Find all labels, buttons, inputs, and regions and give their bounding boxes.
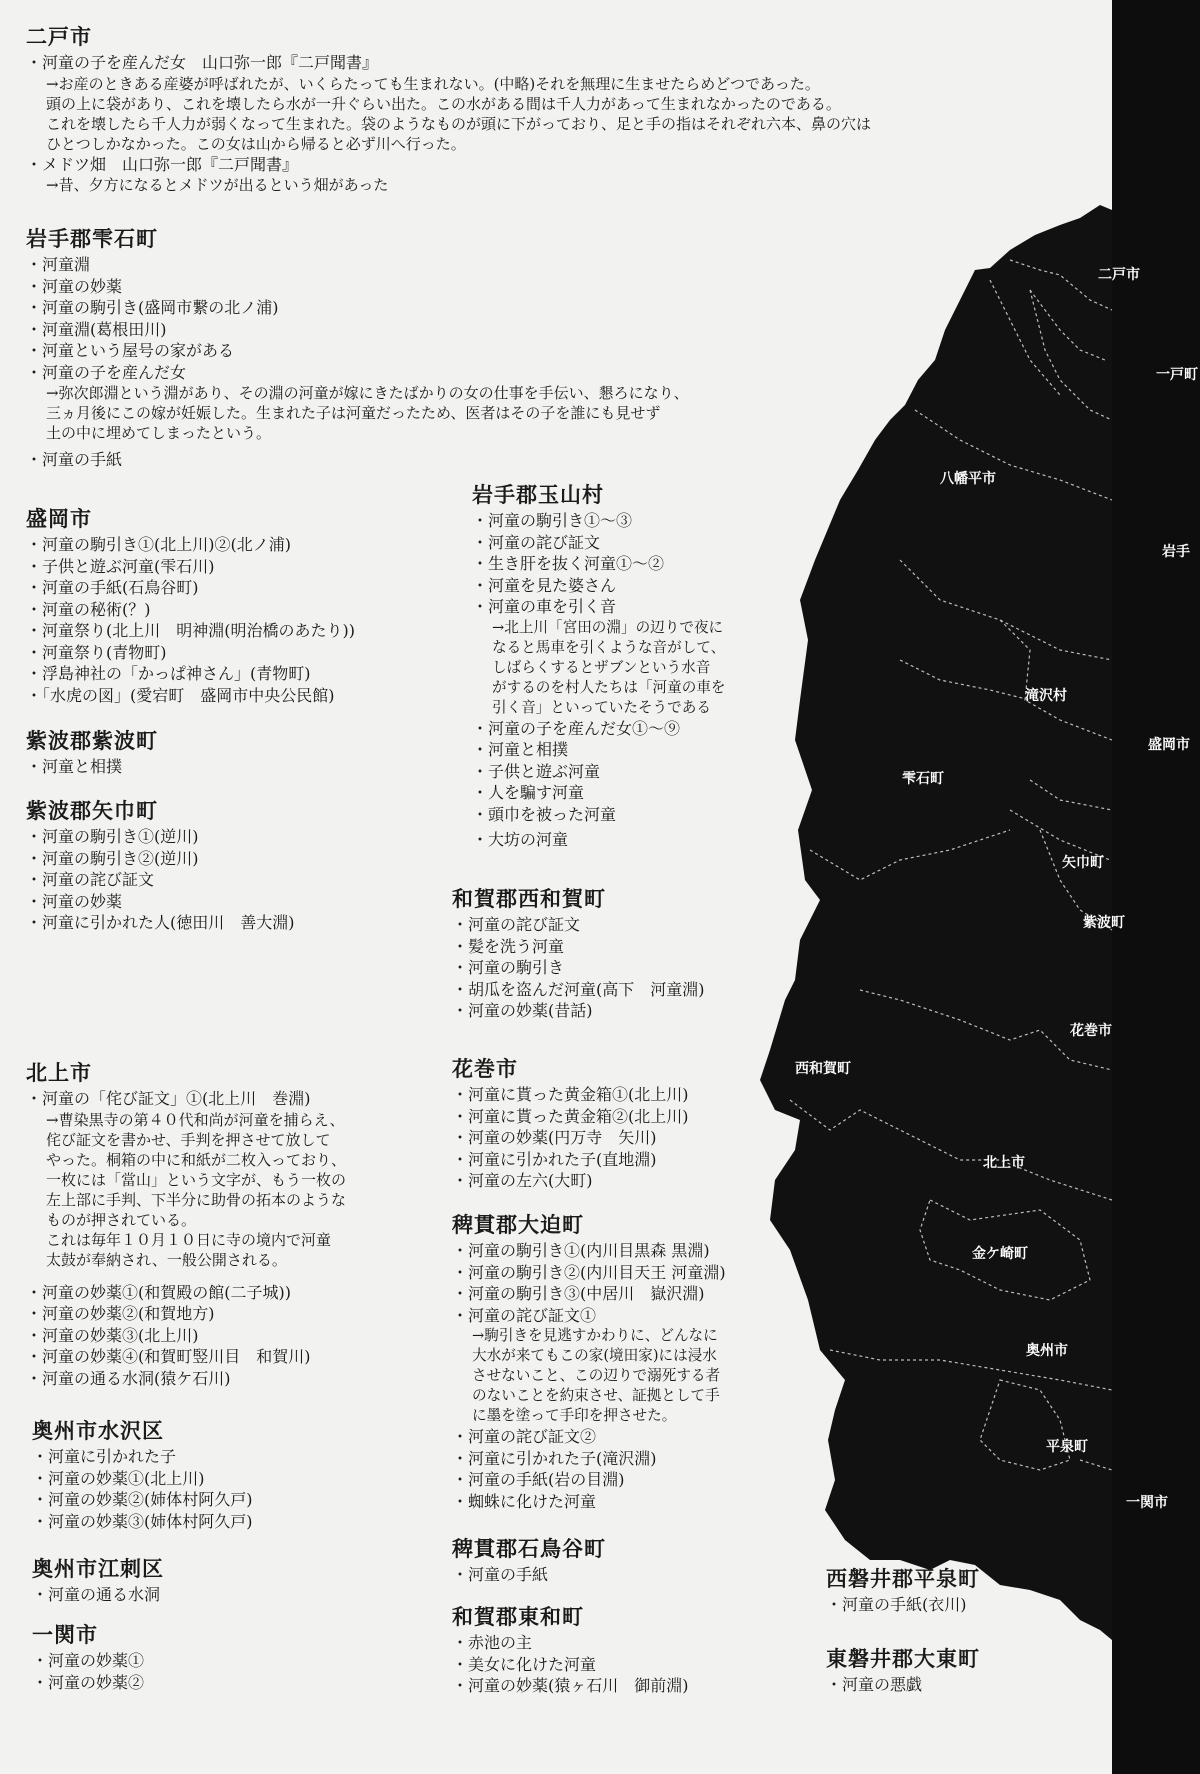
section-title: 一関市 [32, 1622, 98, 1647]
map-label-kanegasaki: 金ケ崎町 [972, 1246, 1028, 1262]
list-item: ・河童の通る水洞(猿ケ石川) [26, 1368, 231, 1388]
map-label-shiwa: 紫波町 [1083, 915, 1125, 931]
list-item: ・河童の妙薬①(和賀殿の館(二子城)) [26, 1282, 291, 1302]
note-line: これを壊したら千人力が弱くなって生まれた。袋のようなものが頭に下がっており、足と手の指はそれぞれ六本、鼻の穴は [46, 114, 872, 133]
note-line: 太鼓が奉納され、一般公開される。 [46, 1250, 287, 1269]
list-item: ・河童と相撲 [472, 740, 569, 759]
section-ishidoriya [452, 1536, 606, 1586]
section-kitakami [26, 1060, 346, 1389]
list-item: ・河童の駒引き①～③ [472, 511, 633, 530]
list-item: ・大坊の河童 [472, 830, 569, 849]
map-label-iwate: 岩手 [1162, 544, 1190, 560]
section-tamayama [472, 482, 726, 851]
list-item: ・「水虎の図」(愛宕町 盛岡市中央公民館) [26, 685, 335, 705]
list-item: ・河童の手紙(岩の目淵) [452, 1470, 625, 1489]
list-item: ・河童の妙薬③(北上川) [26, 1325, 199, 1345]
list-item: ・赤池の主 [452, 1633, 533, 1652]
section-title: 和賀郡西和賀町 [452, 886, 606, 911]
list-item: ・河童の妙薬(猿ヶ石川 御前淵) [452, 1676, 689, 1695]
note-line: 侘び証文を書かせ、手判を押させて放して [46, 1130, 331, 1149]
list-item: ・河童の手紙(石鳥谷町) [26, 578, 199, 597]
section-title: 北上市 [26, 1060, 92, 1085]
list-item: ・河童に貰った黄金箱②(北上川) [452, 1106, 689, 1126]
section-title: 紫波郡紫波町 [26, 728, 158, 753]
map-label-oshu: 奥州市 [1026, 1343, 1068, 1359]
section-title: 稗貫郡大迫町 [452, 1212, 584, 1237]
list-item: ・河童の手紙(衣川) [826, 1595, 967, 1614]
list-item: ・髪を洗う河童 [452, 936, 565, 956]
section-nishiwaga [452, 886, 705, 1022]
map-label-yahaba: 矢巾町 [1062, 855, 1104, 871]
map-label-kitakami: 北上市 [983, 1155, 1025, 1171]
list-item: ・河童の詫び証文① [452, 1305, 597, 1325]
list-item: ・生き肝を抜く河童①～② [472, 554, 665, 573]
section-ninohe [26, 24, 871, 195]
note-line: 土の中に埋めてしまったという。 [46, 424, 272, 442]
list-item: ・河童の駒引き②(内川目天王 河童淵) [452, 1262, 726, 1282]
section-title: 奥州市江刺区 [32, 1556, 164, 1581]
section-title: 紫波郡矢巾町 [26, 798, 158, 823]
list-item: ・河童の詫び証文 [26, 870, 155, 889]
list-item: ・河童の悪戯 [826, 1675, 923, 1694]
list-item: ・メドツ畑 山口弥一郎『二戸聞書』 [26, 154, 299, 174]
note-line: →昔、夕方になるとメドツが出るという畑があった [46, 176, 389, 194]
map-label-morioka: 盛岡市 [1148, 737, 1190, 753]
note-line: しばらくするとザブンという水音 [492, 658, 711, 676]
note-line: →曹染黒寺の第４０代和尚が河童を捕らえ、 [46, 1110, 345, 1129]
list-item: ・河童の妙薬①(北上川) [32, 1468, 205, 1488]
section-shiwa [26, 728, 158, 778]
list-item: ・子供と遊ぶ河童 [472, 761, 601, 781]
list-item: ・河童に引かれた子(直地淵) [452, 1149, 657, 1169]
section-title: 花巻市 [452, 1056, 518, 1081]
section-daito [826, 1646, 980, 1696]
list-item: ・河童祭り(青物町) [26, 642, 167, 662]
section-title: 二戸市 [26, 24, 92, 49]
list-item: ・河童の駒引き [452, 958, 565, 977]
list-item: ・河童に引かれた人(徳田川 善大淵) [26, 913, 295, 932]
map-label-hachimantai: 八幡平市 [940, 471, 996, 487]
list-item: ・河童の妙薬 [26, 276, 123, 296]
list-item: ・人を騙す河童 [472, 783, 585, 802]
section-title: 岩手郡玉山村 [472, 482, 604, 507]
list-item: ・河童祭り(北上川 明神淵(明治橋のあたり)) [26, 621, 355, 640]
list-item: ・河童の駒引き③(中居川 嶽沢淵) [452, 1284, 705, 1303]
note-line: これは毎年１０月１０日に寺の境内で河童 [46, 1230, 332, 1249]
list-item: ・河童の妙薬① [32, 1651, 145, 1670]
list-item: ・河童淵 [26, 255, 91, 274]
list-item: ・河童に貰った黄金箱①(北上川) [452, 1085, 689, 1104]
note-line: 頭の上に袋があり、これを壊したら水が一升ぐらい出た。この水がある間は千人力があって生まれなかったのである。 [46, 94, 841, 113]
list-item: ・河童の妙薬④(和賀町竪川目 和賀川) [26, 1347, 311, 1366]
list-item: ・浮島神社の「かっぱ神さん」(青物町) [26, 664, 311, 683]
note-line: させないこと、この辺りで溺死する者 [472, 1367, 721, 1384]
list-item: ・河童に引かれた子 [32, 1447, 177, 1466]
section-title: 盛岡市 [26, 506, 92, 531]
list-item: ・河童の秘術(？) [26, 599, 151, 619]
note-line: 一枚には「當山」という文字が、もう一枚の [46, 1170, 347, 1189]
list-item: ・河童の子を産んだ女 山口弥一郎『二戸聞書』 [26, 53, 379, 72]
list-item: ・河童の駒引き①(北上川)②(北ノ浦) [26, 535, 291, 554]
list-item: ・河童の駒引き②(逆川) [26, 848, 199, 868]
note-line: ひとつしかなかった。この女は山から帰ると必ず川へ行った。 [46, 134, 466, 153]
list-item: ・河童の駒引き①(逆川) [26, 827, 199, 846]
note-line: →弥次郎淵という淵があり、その淵の河童が嫁にきたばかりの女の仕事を手伝い、懇ろになり、 [46, 384, 689, 402]
list-item: ・河童の左六(大町) [452, 1171, 593, 1190]
list-item: ・河童の手紙 [452, 1565, 549, 1584]
section-title: 奥州市水沢区 [32, 1418, 164, 1443]
list-item: ・美女に化けた河童 [452, 1654, 597, 1674]
list-item: ・河童という屋号の家がある [26, 341, 235, 360]
map-label-hiraizumi: 平泉町 [1046, 1439, 1088, 1455]
section-otsuchi [452, 1212, 726, 1512]
section-ichinoseki [32, 1622, 144, 1693]
list-item: ・河童淵(葛根田川) [26, 319, 167, 339]
note-line: →お産のときある産婆が呼ばれたが、いくらたっても生まれない。(中略)それを無理に生ませたらめどつであった。 [46, 74, 820, 93]
list-item: ・河童の駒引き①(内川目黒森 黒淵) [452, 1241, 710, 1260]
section-shizukuishi [26, 226, 689, 471]
note-line: 引く音」といっていたそうである [492, 698, 711, 716]
section-yahaba [26, 798, 295, 934]
list-item: ・河童の車を引く音 [472, 597, 617, 616]
list-item: ・河童の妙薬② [32, 1672, 145, 1692]
note-line: →駒引きを見逃すかわりに、どんなに [472, 1327, 718, 1344]
note-line: 左上部に手判、下半分に助骨の拓本のような [46, 1190, 347, 1209]
map-label-hanamaki: 花巻市 [1070, 1023, 1112, 1039]
list-item: ・河童に引かれた子(滝沢淵) [452, 1448, 657, 1468]
list-item: ・頭巾を被った河童 [472, 804, 617, 824]
list-item: ・河童の妙薬 [26, 891, 123, 911]
section-title: 和賀郡東和町 [452, 1604, 584, 1629]
section-title: 稗貫郡石鳥谷町 [452, 1536, 606, 1561]
map-label-ichinoseki: 一関市 [1126, 1495, 1168, 1511]
map-label-takizawa: 滝沢村 [1025, 688, 1067, 704]
section-hanamaki [452, 1056, 689, 1192]
list-item: ・河童の妙薬②(和賀地方) [26, 1304, 215, 1323]
section-higashiwaga [452, 1604, 689, 1697]
section-hiraizumi [826, 1566, 980, 1616]
section-mizusawa [32, 1418, 253, 1532]
list-item: ・河童の子を産んだ女 [26, 362, 187, 382]
list-item: ・河童の詫び証文 [452, 915, 581, 934]
section-morioka [26, 506, 355, 706]
note-line: →北上川「宮田の淵」の辺りで夜に [492, 618, 724, 636]
list-item: ・子供と遊ぶ河童(雫石川) [26, 556, 215, 576]
list-item: ・河童の詫び証文② [452, 1427, 597, 1446]
section-title: 東磐井郡大東町 [826, 1646, 980, 1671]
list-item: ・胡瓜を盗んだ河童(高下 河童淵) [452, 979, 705, 999]
map-landmass [760, 205, 1112, 1640]
note-line: に墨を塗って手印を押させた。 [472, 1407, 677, 1424]
list-item: ・河童の手紙 [26, 450, 123, 469]
list-item: ・河童の駒引き(盛岡市繋の北ノ浦) [26, 298, 279, 317]
list-item: ・河童の子を産んだ女①～⑨ [472, 718, 681, 738]
list-item: ・河童の妙薬(円万寺 矢川) [452, 1128, 657, 1147]
list-item: ・河童の妙薬③(姉体村阿久戸) [32, 1511, 253, 1531]
list-item: ・河童の妙薬②(姉体村阿久戸) [32, 1490, 253, 1509]
list-item: ・蜘蛛に化けた河童 [452, 1491, 597, 1511]
list-item: ・河童と相撲 [26, 757, 123, 776]
section-title: 西磐井郡平泉町 [826, 1566, 980, 1591]
map-label-nishiwaga: 西和賀町 [795, 1061, 851, 1077]
map-label-ichinohe: 一戸町 [1156, 367, 1198, 383]
note-line: なると馬車を引くような音がして、 [492, 638, 726, 656]
note-line: のないことを約束させ、証拠として手 [472, 1387, 720, 1404]
note-line: 三ヵ月後にこの嫁が妊娠した。生まれた子は河童だったため、医者はその子を誰にも見せず [46, 404, 661, 422]
list-item: ・河童の「侘び証文」①(北上川 巻淵) [26, 1089, 311, 1108]
note-line: やった。桐箱の中に和紙が二枚入っており、 [46, 1150, 347, 1169]
note-line: ものが押されている。 [46, 1210, 197, 1229]
note-line: 大水が来てもこの家(境田家)には浸水 [472, 1347, 717, 1364]
section-title: 岩手郡雫石町 [26, 226, 158, 251]
note-line: がするのを村人たちは「河童の車を [492, 678, 726, 696]
section-esashi [32, 1556, 164, 1606]
map-label-shizukuishi: 雫石町 [902, 771, 944, 787]
map-label-ninohe: 二戸市 [1098, 267, 1140, 283]
list-item: ・河童の通る水洞 [32, 1585, 161, 1604]
list-item: ・河童の詫び証文 [472, 532, 601, 552]
list-item: ・河童の妙薬(昔話) [452, 1001, 593, 1020]
list-item: ・河童を見た婆さん [472, 575, 617, 595]
